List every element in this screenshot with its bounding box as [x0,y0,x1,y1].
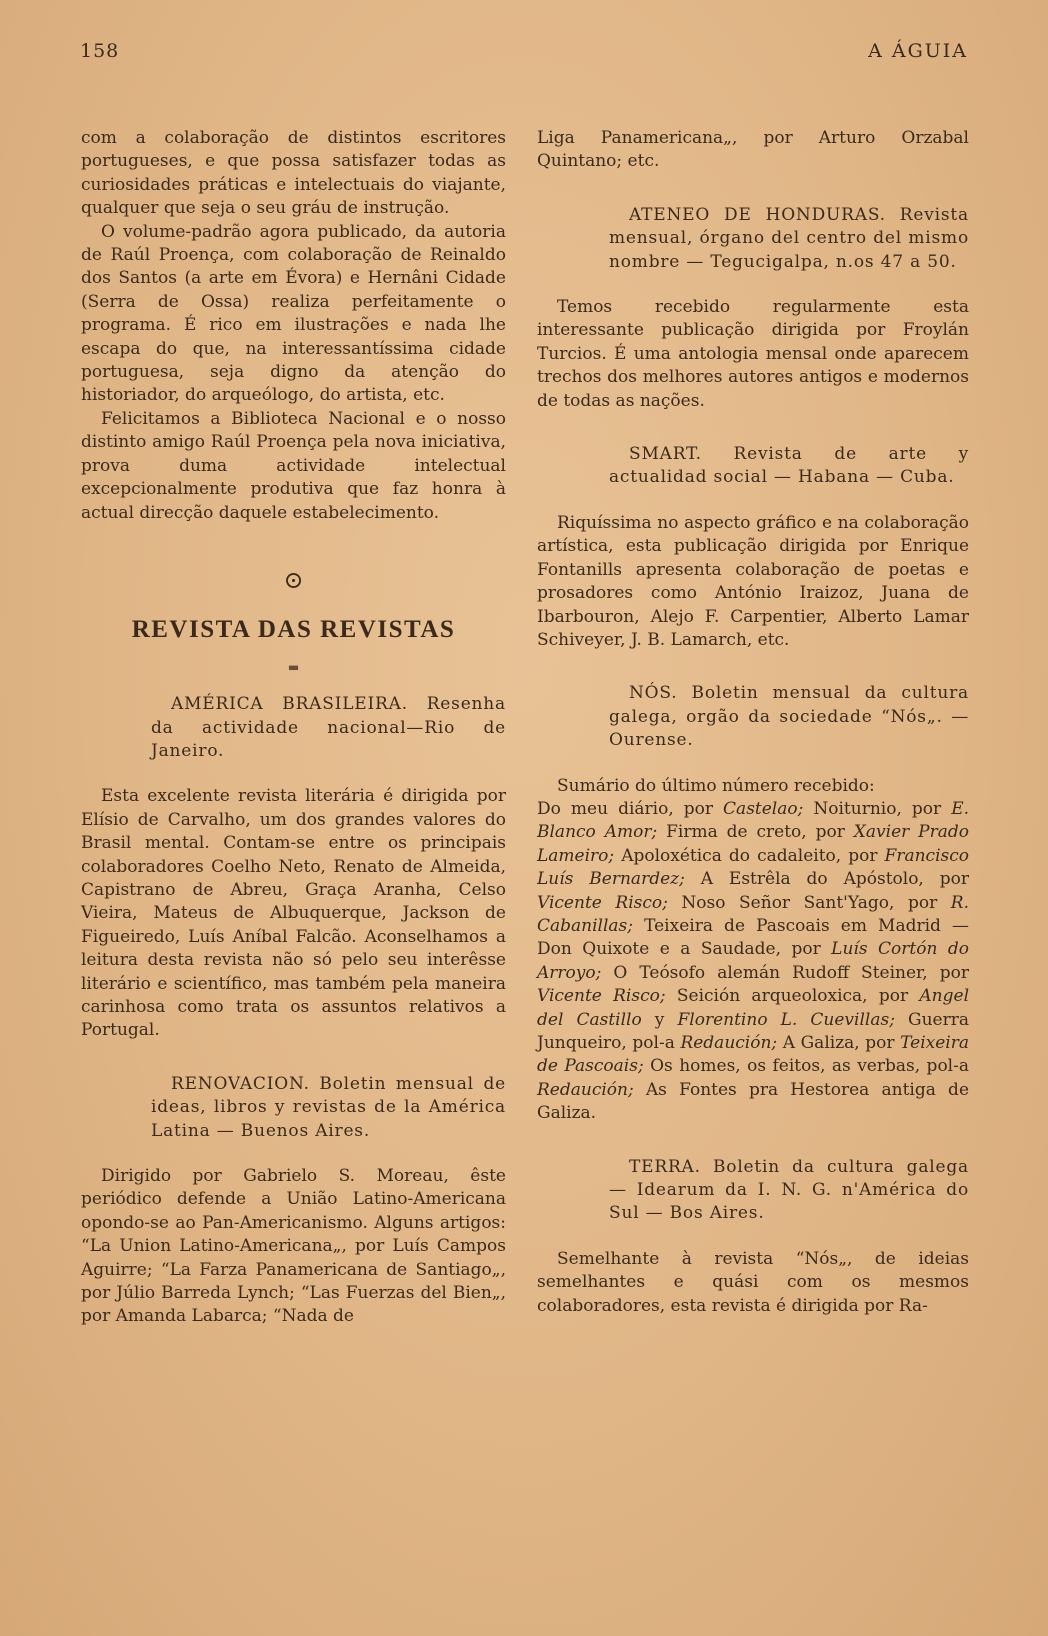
nos-item-title: Firma de creto, por [657,822,854,843]
nos-item-title: Apoloxética do cadaleito, por [614,845,885,866]
nos-item-title: y [641,1009,678,1030]
nos-item-author: Xavier Prado Lameiro; [537,822,970,866]
entry-body-nos [537,775,969,1126]
left-column [81,127,506,1329]
entry-heading-nos: NÓS. Boletin mensual da cultura galega, orgão da sociedade “Nós„. — Ourense. [609,683,969,751]
paragraph-volume-padrao: O volume-padrão agora publicado, da autoria de Raúl Proença, com colaboração de Reinaldo dos Santos (a arte em Évora) e Hernâni Cidade (Serra de Ossa) realiza perfeitamente o programa. É rico em ilustrações e nada lhe escapa do que, na interessantíssima cidade portuguesa, seja digno da atenção do historiador, do arqueólogo, do artista, etc. [81,221,506,406]
nos-item-author: Castelao; [723,798,804,819]
nos-item-title: A Estrêla do Apóstolo, por [684,869,969,890]
nos-contents [537,799,969,1123]
entry-body-america-brasileira: Esta excelente revista literária é dirigida por Elísio de Carvalho, um dos grandes valores do Brasil mental. Contam-se entre os principais colaboradores Coelho Neto, Renato de Almeida, Capistrano de Abreu, Graça Aranha, Celso Vieira, Mateus de Albuquerque, Jackson de Figueiredo, Luís Aníbal Falcão. Aconselhamos a leitura desta revista não só pelo seu interêsse literário e scientífico, mas também pela maneira carinhosa como trata os assuntos relativos a Portugal. [81,786,506,1041]
paragraph-guide-continued: com a colaboração de distintos escritores portugueses, e que possa satisfazer todas as curiosidades práticas e intelectuais do viajante, qualquer que seja o seu gráu de instrução. [81,128,506,219]
nos-item-title: A Galiza, por [777,1033,901,1053]
nos-item-author: R. Cabanillas; [537,892,969,936]
paragraph-felicitamos: Felicitamos a Biblioteca Nacional e o nosso distinto amigo Raúl Proença pela nova iniciativa, prova duma actividade intelectual excepcionalmente produtiva que faz honra à actual direcção daquele estabelecimento. [81,408,506,523]
nos-item-author: Redaución; [680,1033,778,1053]
entry-heading-ateneo-de-honduras: ATENEO DE HONDURAS. Revista mensual, órgano del centro del mismo nombre — Tegucigalpa, n.os 47 a 50. [609,204,969,272]
nos-item-title: O Teósofo alemán Rudoff Steiner, por [601,962,969,983]
nos-item-title: Noiturnio, por [803,798,952,819]
nos-intro: Sumário do último número recebido: [557,775,875,796]
nos-item-author: Florentino L. Cuevillas; [677,1009,895,1030]
nos-item-title: Guerra Junqueiro, pol-a [537,1009,969,1053]
nos-item-author: Vicente Risco; [537,892,668,913]
nos-item-title: Noso Señor Sant'Yago, por [667,892,951,913]
right-column [537,127,969,1318]
nos-item-author: Teixeira de Pascoais; [537,1033,969,1077]
entry-heading-smart: SMART. Revista de arte y actualidad social — Habana — Cuba. [609,444,969,488]
nos-item-author: Luís Cortón do Arroyo; [537,939,969,983]
entry-heading-renovacion: RENOVACION. Boletin mensual de ideas, libros y revistas de la América Latina — Buenos Aires. [151,1073,506,1141]
paragraph-renovacion-continued: Liga Panamericana„, por Arturo Orzabal Quintano; etc. [537,128,969,172]
entry-body-renovacion: Dirigido por Gabrielo S. Moreau, êste periódico defende a União Latino-Americana opondo-se ao Pan-Americanismo. Alguns artigos: “La Union Latino-Americana„, por Luís Campos Aguirre; “La Farza Panamericana de Santiago„, por Júlio Barreda Lynch; “Las Fuerzas del Bien„, por Amanda Labarca; “Nada de [81,1166,506,1327]
section-title: REVISTA DAS REVISTAS [131,616,456,644]
entry-body-terra: Semelhante à revista “Nós„, de ideias semelhantes e quási com os mesmos colaboradores, esta revista é dirigida por Ra- [537,1248,969,1316]
nos-item-author: Redaución; [537,1079,634,1100]
nos-item-author: Vicente Risco; [537,986,666,1007]
entry-heading-america-brasileira: AMÉRICA BRASILEIRA. Resenha da actividade nacional—Rio de Janeiro. [151,694,506,761]
entry-heading-terra: TERRA. Boletin da cultura galega — Idearum da I. N. G. n'América do Sul — Bos Aires. [609,1156,969,1224]
nos-item-title: As Fontes pra Hestorea antiga de Galiza. [537,1079,969,1124]
nos-item-author: Francisco Luís Bernardez; [537,845,969,890]
nos-item-title: Do meu diário, por [537,798,724,819]
nos-item-author: E. Blanco Amor; [537,798,970,843]
nos-item-title: Teixeira de Pascoais em Madrid — Don Quixote e a Saudade, por [537,915,969,960]
nos-item-title: Os homes, os feitos, as verbas, pol-a [643,1056,969,1077]
journal-title: A ÁGUIA [868,40,968,62]
nos-item-title: Seición arqueoloxica, por [665,986,920,1007]
section-ornament: ⊙ [283,565,304,594]
entry-body-smart: Riquíssima no aspecto gráfico e na colaboração artística, esta publicação dirigida por Enrique Fontanills apresenta colaboração de poetas e prosadores como António Iraizoz, Juana de Ibarbouron, Alejo F. Carpentier, Alberto Lamar Schiveyer, J. B. Lamarch, etc. [537,512,969,650]
entry-body-ateneo-de-honduras: Temos recebido regularmente esta interessante publicação dirigida por Froylán Turcios. É uma antologia mensal onde aparecem trechos dos melhores autores antigos e modernos de todas as nações. [537,297,969,411]
page-number: 158 [80,40,120,62]
nos-item-author: Angel del Castillo [537,986,970,1030]
divider-mark: ▬ [287,659,300,674]
